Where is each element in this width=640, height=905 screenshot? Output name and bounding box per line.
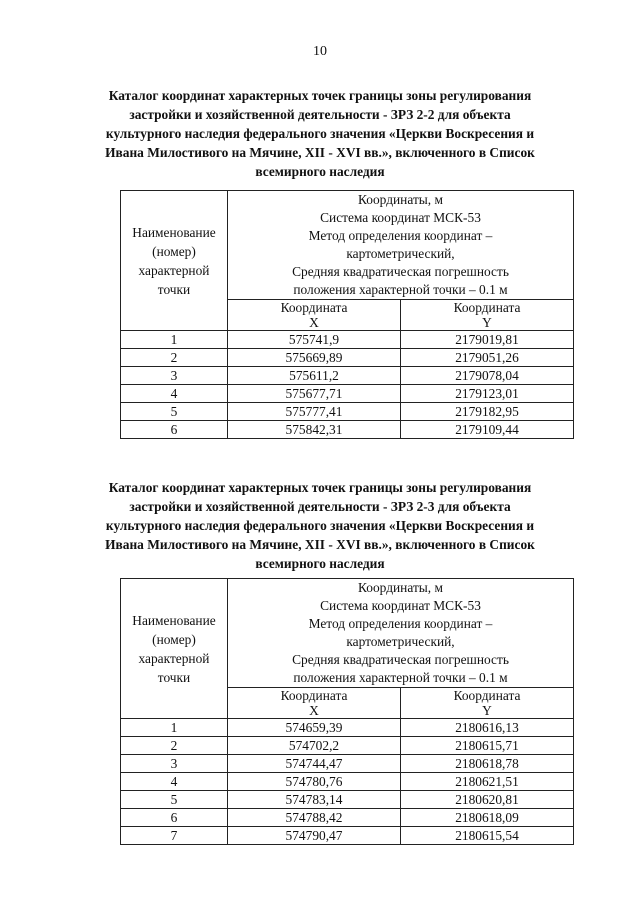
x-axis-letter: X [309,703,319,718]
header-line: Метод определения координат – [308,228,493,243]
y-value: 2180615,71 [401,737,574,755]
table-row [121,367,574,385]
x-column-header [228,688,401,719]
catalog-title [90,86,550,181]
title-line: застройки и хозяйственной деятельности - ЗРЗ 2-2 для объекта [129,107,511,122]
header-line: Координаты, м [358,192,443,207]
x-value: 574780,76 [228,773,401,791]
point-number: 7 [121,827,228,845]
y-value: 2180616,13 [401,719,574,737]
point-number: 1 [121,719,228,737]
x-value: 575777,41 [228,403,401,421]
header-line: характерной [138,262,210,278]
x-value: 575669,89 [228,349,401,367]
point-number: 6 [121,809,228,827]
header-line: (номер) [152,243,196,259]
table-row [121,719,574,737]
table-row [121,421,574,439]
y-value: 2180618,09 [401,809,574,827]
table-row [121,403,574,421]
table-row [121,827,574,845]
x-value: 574659,39 [228,719,401,737]
title-line: Каталог координат характерных точек границы зоны регулирования [108,88,532,103]
x-value: 574788,42 [228,809,401,827]
point-number: 3 [121,755,228,773]
coordinates-header [228,579,574,688]
y-value: 2179109,44 [401,421,574,439]
header-line: Система координат МСК-53 [320,598,481,613]
header-line: точки [157,281,191,297]
y-value: 2179051,26 [401,349,574,367]
point-number: 4 [121,385,228,403]
table-row [121,349,574,367]
x-column-header [228,300,401,331]
y-axis-letter: Y [482,703,492,718]
point-name-header [121,579,228,719]
header-line: (номер) [152,631,196,647]
header-line: положения характерной точки – 0.1 м [293,670,508,685]
y-value: 2180615,54 [401,827,574,845]
header-line: характерной [138,650,210,666]
header-line: картометрический, [346,634,455,649]
y-column-header [401,688,574,719]
table-row [121,737,574,755]
y-value: 2179182,95 [401,403,574,421]
title-line: Каталог координат характерных точек границы зоны регулирования [108,480,532,495]
header-line: Координаты, м [358,580,443,595]
header-line: картометрический, [346,246,455,261]
y-value: 2180618,78 [401,755,574,773]
y-column-header [401,300,574,331]
y-axis-letter: Y [482,315,492,330]
y-label: Координата [453,688,521,703]
header-line: Метод определения координат – [308,616,493,631]
title-line: всемирного наследия [255,164,385,179]
table-row [121,331,574,349]
title-line: Ивана Милостивого на Мячине, XII - XVI вв.», включенного в Список [105,537,535,552]
x-value: 575677,71 [228,385,401,403]
point-number: 2 [121,737,228,755]
table-row [121,809,574,827]
y-value: 2179078,04 [401,367,574,385]
x-value: 574783,14 [228,791,401,809]
catalog-title [90,478,550,573]
coordinates-table [120,578,574,845]
x-value: 574702,2 [228,737,401,755]
y-value: 2180621,51 [401,773,574,791]
y-label: Координата [453,300,521,315]
title-line: культурного наследия федерального значения «Церкви Воскресения и [105,126,535,141]
y-value: 2179019,81 [401,331,574,349]
x-value: 575741,9 [228,331,401,349]
header-line: Наименование [132,224,216,240]
header-line: Наименование [132,612,216,628]
point-number: 6 [121,421,228,439]
y-value: 2179123,01 [401,385,574,403]
x-value: 575842,31 [228,421,401,439]
coordinates-table [120,190,574,439]
x-label: Координата [280,300,348,315]
coordinates-header [228,191,574,300]
point-number: 3 [121,367,228,385]
header-line: положения характерной точки – 0.1 м [293,282,508,297]
point-number: 2 [121,349,228,367]
x-axis-letter: X [309,315,319,330]
point-name-header [121,191,228,331]
title-line: всемирного наследия [255,556,385,571]
title-line: культурного наследия федерального значения «Церкви Воскресения и [105,518,535,533]
header-line: Средняя квадратическая погрешность [292,264,509,279]
header-line: Система координат МСК-53 [320,210,481,225]
header-line: точки [157,669,191,685]
x-value: 574744,47 [228,755,401,773]
y-value: 2180620,81 [401,791,574,809]
point-number: 5 [121,403,228,421]
point-number: 4 [121,773,228,791]
title-line: застройки и хозяйственной деятельности - ЗРЗ 2-3 для объекта [129,499,511,514]
table-row [121,385,574,403]
x-value: 575611,2 [228,367,401,385]
point-number: 5 [121,791,228,809]
point-number: 1 [121,331,228,349]
table-row [121,755,574,773]
table-row [121,773,574,791]
x-label: Координата [280,688,348,703]
page-number: 10 [313,44,327,59]
title-line: Ивана Милостивого на Мячине, XII - XVI вв.», включенного в Список [105,145,535,160]
x-value: 574790,47 [228,827,401,845]
header-line: Средняя квадратическая погрешность [292,652,509,667]
table-row [121,791,574,809]
